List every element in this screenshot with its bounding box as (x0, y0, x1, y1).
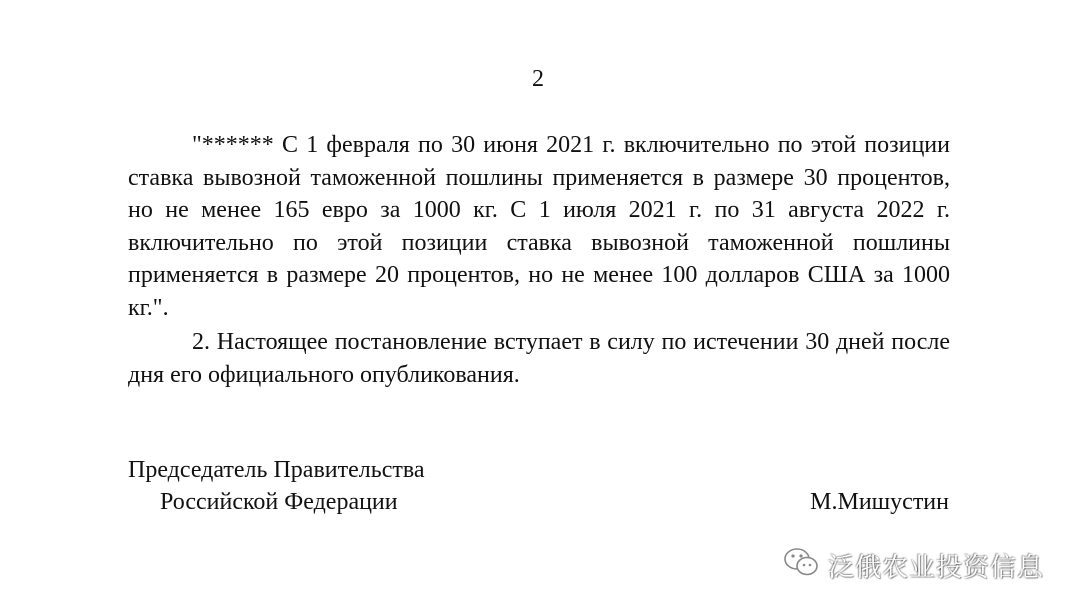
signatory-title (128, 454, 425, 518)
signatory-name: М.Мишустин (810, 489, 949, 515)
watermark (782, 545, 1044, 586)
paragraph-effective-date: 2. Настоящее постановление вступает в силу по истечении 30 дней после дня его официального опубликования. (128, 329, 950, 388)
signatory-title-line2: Российской Федерации (160, 489, 398, 515)
wechat-icon (782, 545, 828, 586)
paragraph-duty-rates: "****** С 1 февраля по 30 июня 2021 г. включительно по этой позиции ставка вывозной таможенной пошлины применяется в размере 30 процентов, но не менее 165 евро за 1000 кг. С 1 июля 2021 г. по 31 августа 2022 г. включительно по этой позиции ставка вывозной таможенной пошлины применяется в размере 20 процентов, но не менее 100 долларов США за 1000 кг.". (128, 132, 950, 321)
page-number: 2 (532, 66, 544, 92)
signatory-title-line1: Председатель Правительства (128, 457, 425, 483)
watermark-text: 泛俄农业投资信息 (827, 553, 1044, 583)
